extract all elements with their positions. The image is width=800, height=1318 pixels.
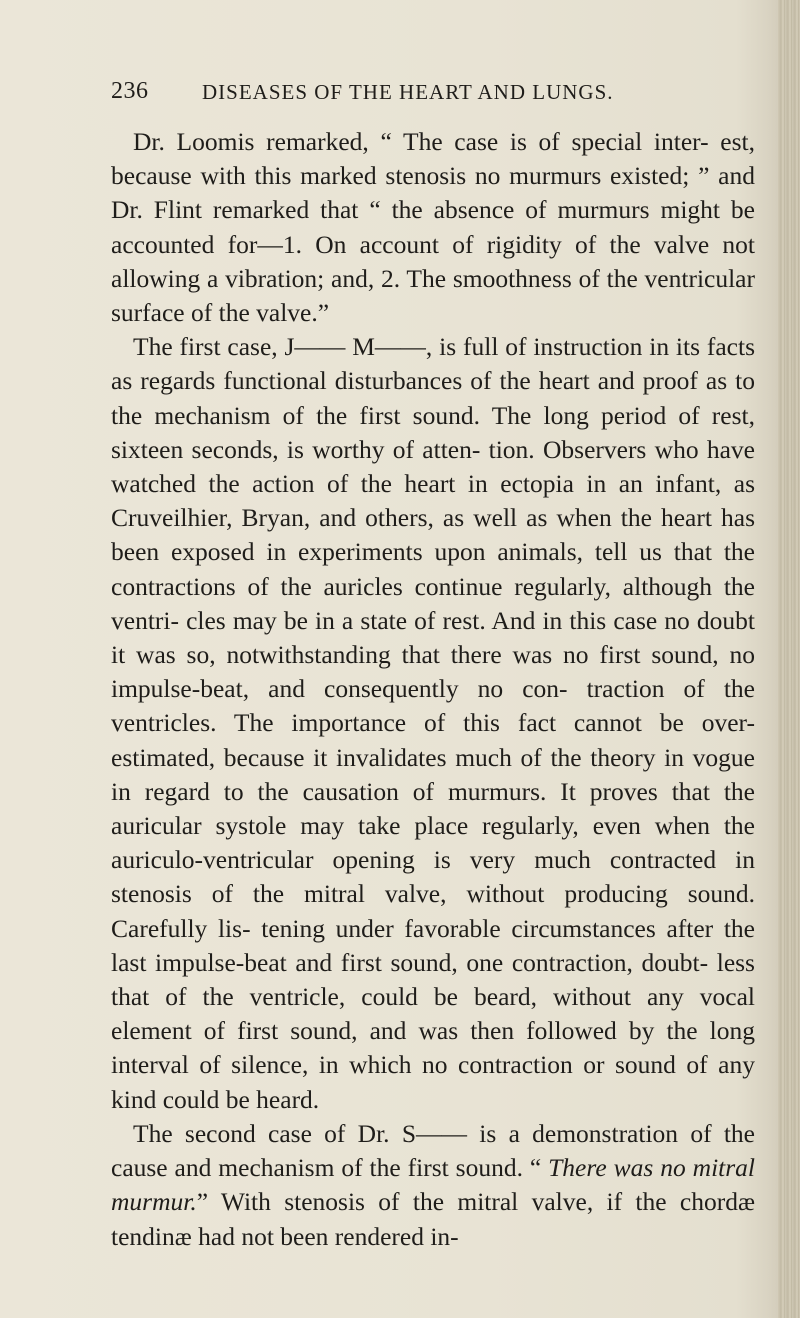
- page-edge: [778, 0, 800, 1318]
- paragraph-3-start: The second case of Dr. S—— is a demonstration of the cause and mechanism of the first sound. “: [111, 1118, 755, 1183]
- page-header: [111, 78, 751, 108]
- paragraph-2: The first case, J—— M——, is full of instruction in its facts as regards functional disturbances of the heart and proof as to the mechanism of the first sound. The long period of rest, sixteen seconds, is worthy of atten- tion. Observers who have watched the action of the heart in ectopia in an infant, as Cruveilhier, Bryan, and others, as well as when the heart has been exposed in experiments upon animals, tell us that the contractions of the auricles continue regularly, although the ventri- cles may be in a state of rest. And in this case no doubt it was so, notwithstanding that there was no first sound, no impulse-beat, and consequently no con- traction of the ventricles. The importance of this fact cannot be over-estimated, because it invalidates much of the theory in vogue in regard to the causation of murmurs. It proves that the auricular systole may take place regularly, even when the auriculo-ventricular opening is very much contracted in stenosis of the mitral valve, without producing sound. Carefully lis- tening under favorable circumstances after the last impulse-beat and first sound, one contraction, doubt- less that of the ventricle, could be beard, without any vocal element of first sound, and was then followed by the long interval of silence, in which no contraction or sound of any kind could be heard.: [111, 332, 755, 1114]
- paragraph-1: Dr. Loomis remarked, “ The case is of special inter- est, because with this marked stenosis no murmurs existed; ” and Dr. Flint remarked that “ the absence of murmurs might be accounted for—1. On account of rigidity of the valve not allowing a vibration; and, 2. The smoothness of the ventricular surface of the valve.”: [111, 127, 755, 328]
- body-text: [111, 125, 755, 1254]
- italic-quote: There was no mitral murmur.: [111, 1153, 755, 1217]
- running-title: DISEASES OF THE HEART AND LUNGS.: [202, 80, 614, 104]
- page-number: 236: [111, 78, 149, 104]
- paragraph-3: [111, 1117, 755, 1254]
- paragraph-3-end: ” With stenosis of the mitral valve, if the chordæ tendinæ had not been rendered in-: [111, 1187, 755, 1251]
